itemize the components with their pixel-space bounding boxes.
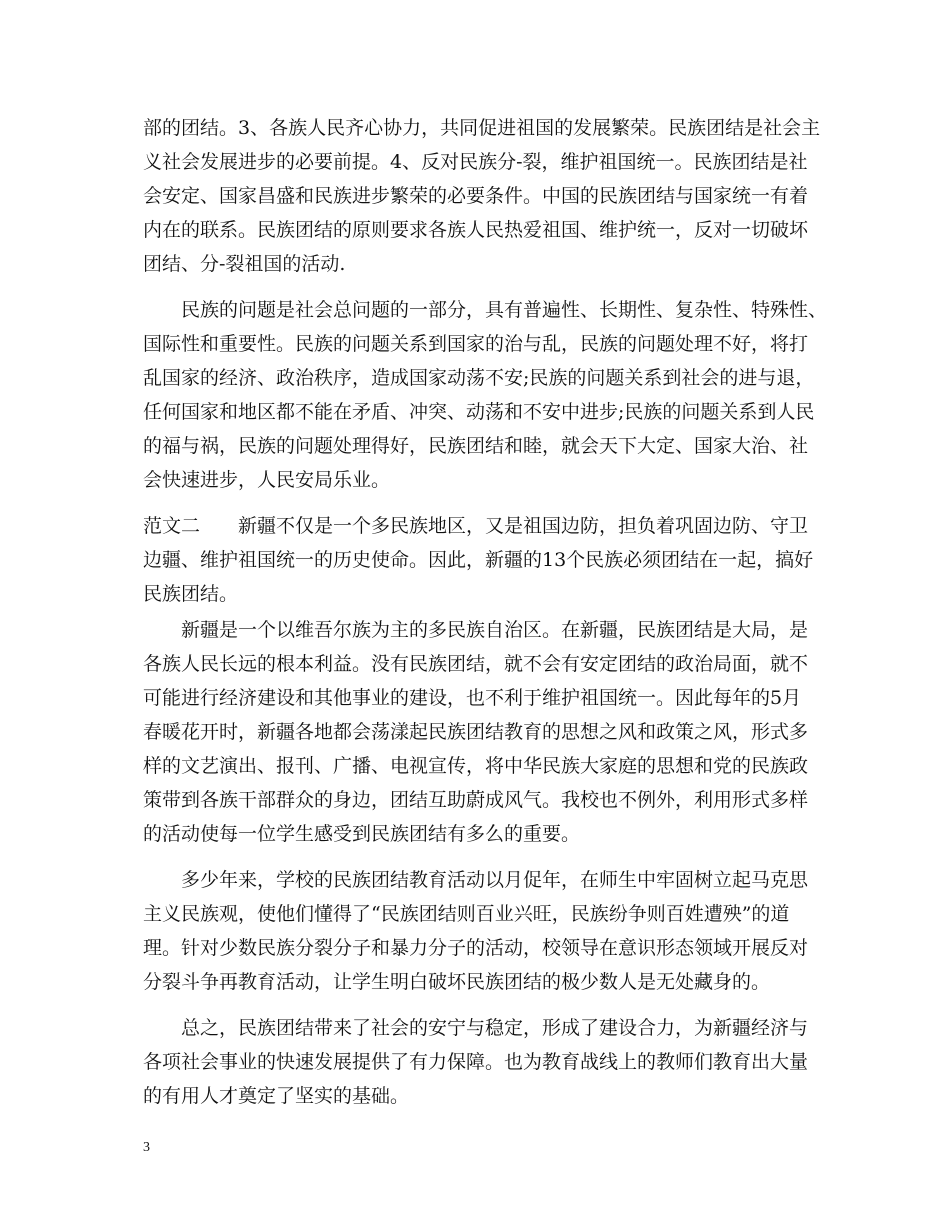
text-line: 乱国家的经济、政治秩序，造成国家动荡不安;民族的问题关系到社会的进与退， xyxy=(143,367,815,389)
text-line: 的有用人才奠定了坚实的基础。 xyxy=(143,1085,410,1107)
text-line: 会安定、国家昌盛和民族进步繁荣的必要条件。中国的民族团结与国家统一有着 xyxy=(143,185,809,207)
text-line: 部的团结。3、各族人民齐心协力，共同促进祖国的发展繁荣。民族团结是社会主 xyxy=(143,117,821,139)
text-line: 团结、分-裂祖国的活动. xyxy=(143,253,346,275)
text-line: 各族人民长远的根本利益。没有民族团结，就不会有安定团结的政治局面，就不 xyxy=(143,653,809,675)
text-line: 国际性和重要性。民族的问题关系到国家的治与乱，民族的问题处理不好，将打 xyxy=(143,333,809,355)
text-line: 新疆是一个以维吾尔族为主的多民族自治区。在新疆，民族团结是大局，是 xyxy=(143,619,809,641)
text-line: 各项社会事业的快速发展提供了有力保障。也为教育战线上的教师们教育出大量 xyxy=(143,1051,809,1073)
text-line: 内在的联系。民族团结的原则要求各族人民热爱祖国、维护统一，反对一切破坏 xyxy=(143,219,809,241)
text-line: 义社会发展进步的必要前提。4、反对民族分-裂，维护祖国统一。民族团结是社 xyxy=(143,151,808,173)
text-line: 多少年来，学校的民族团结教育活动以月促年，在师生中牢固树立起马克思 xyxy=(143,869,809,891)
text-line: 春暖花开时，新疆各地都会荡漾起民族团结教育的思想之风和政策之风，形式多 xyxy=(143,721,809,743)
text-line: 策带到各族干部群众的身边，团结互助蔚成风气。我校也不例外，利用形式多样 xyxy=(143,789,809,811)
page-number: 3 xyxy=(143,1140,150,1155)
text-line: 总之，民族团结带来了社会的安宁与稳定，形成了建设合力，为新疆经济与 xyxy=(143,1017,809,1039)
text-line: 样的文艺演出、报刊、广播、电视宣传，将中华民族大家庭的思想和党的民族政 xyxy=(143,755,809,777)
text-line: 会快速进步，人民安局乐业。 xyxy=(143,469,391,491)
text-line: 主义民族观，使他们懂得了“民族团结则百业兴旺，民族纷争则百姓遭殃”的道 xyxy=(143,903,790,925)
text-line: 边疆、维护祖国统一的历史使命。因此，新疆的13个民族必须团结在一起，搞好 xyxy=(143,549,814,571)
text-line: 的活动使每一位学生感受到民族团结有多么的重要。 xyxy=(143,823,581,845)
text-line: 理。针对少数民族分裂分子和暴力分子的活动，校领导在意识形态领域开展反对 xyxy=(143,937,809,959)
text-line: 民族团结。 xyxy=(143,583,239,605)
text-line: 的福与祸，民族的问题处理得好，民族团结和睦，就会天下大定、国家大治、社 xyxy=(143,435,809,457)
text-line: 可能进行经济建设和其他事业的建设，也不利于维护祖国统一。因此每年的5月 xyxy=(143,687,802,709)
text-line: 分裂斗争再教育活动，让学生明白破坏民族团结的极少数人是无处藏身的。 xyxy=(143,971,771,993)
text-line: 范文二 新疆不仅是一个多民族地区，又是祖国边防，担负着巩固边防、守卫 xyxy=(143,515,809,537)
text-line: 民族的问题是社会总问题的一部分，具有普遍性、长期性、复杂性、特殊性、 xyxy=(143,299,828,321)
text-line: 任何国家和地区都不能在矛盾、冲突、动荡和不安中进步;民族的问题关系到人民 xyxy=(143,401,815,423)
